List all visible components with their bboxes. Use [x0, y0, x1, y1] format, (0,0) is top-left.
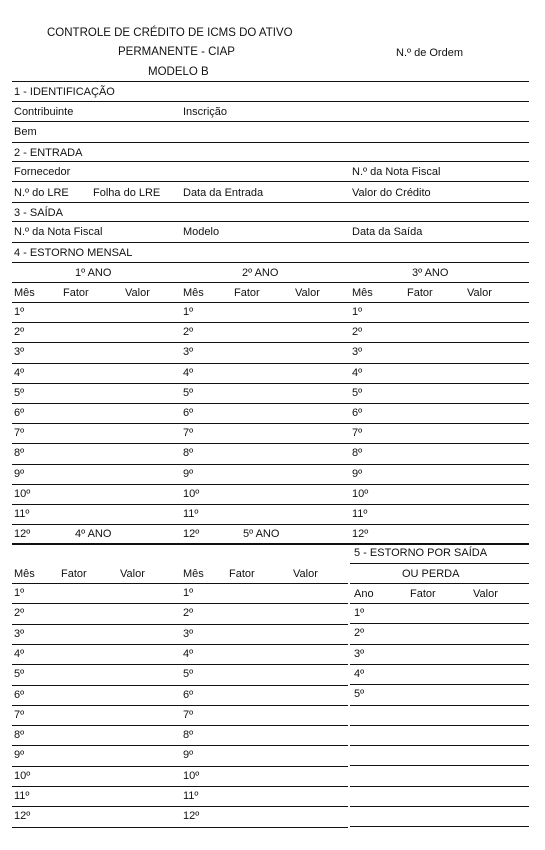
row-divider	[350, 725, 529, 726]
divider	[12, 282, 529, 283]
form-title-line1: CONTROLE DE CRÉDITO DE ICMS DO ATIVO	[47, 27, 293, 39]
divider	[12, 242, 529, 243]
month-label: 4º	[183, 648, 194, 660]
month-label: 3º	[352, 346, 363, 358]
modelo-label: Modelo	[183, 226, 220, 238]
year-label: 1º ANO	[75, 267, 112, 279]
folha-lre-label: Folha do LRE	[93, 187, 161, 199]
month-label: 11º	[14, 508, 30, 520]
month-label: 5º	[14, 387, 25, 399]
divider	[12, 262, 529, 263]
col-fator-header: Fator	[410, 588, 436, 600]
month-label: 8º	[352, 447, 363, 459]
contribuinte-label: Contribuinte	[14, 106, 74, 118]
month-label: 3º	[183, 628, 194, 640]
month-label: 4º	[352, 367, 363, 379]
month-label: 10º	[183, 770, 200, 782]
year-row-label: 4º	[354, 668, 365, 680]
month-label: 3º	[14, 346, 25, 358]
divider	[12, 161, 529, 162]
month-label: 5º	[14, 668, 25, 680]
month-label: 6º	[14, 689, 25, 701]
month-label: 10º	[14, 770, 31, 782]
month-label: 8º	[183, 447, 194, 459]
header-divider	[12, 583, 348, 584]
month-label: 11º	[14, 790, 30, 802]
lre-label: N.º do LRE	[14, 187, 69, 199]
entrada-nota-fiscal-label: N.º da Nota Fiscal	[352, 166, 441, 178]
row-divider	[350, 786, 529, 787]
row-divider	[12, 544, 529, 545]
col-ano-header: Ano	[354, 588, 374, 600]
month-label: 12º	[14, 810, 31, 822]
row-divider	[12, 664, 348, 665]
year-row-label: 3º	[354, 648, 365, 660]
month-label: 9º	[14, 749, 25, 761]
month-label: 7º	[183, 427, 194, 439]
row-divider	[12, 363, 529, 364]
col-fator-header: Fator	[407, 287, 433, 299]
col-mes-header: Mês	[14, 287, 35, 299]
row-divider	[12, 524, 529, 525]
inscricao-label: Inscrição	[183, 106, 228, 118]
col-valor-header: Valor	[120, 568, 145, 580]
month-label: 2º	[183, 607, 194, 619]
month-label: 3º	[14, 628, 25, 640]
divider	[12, 221, 529, 222]
col-valor-header: Valor	[473, 588, 498, 600]
divider	[12, 101, 529, 102]
row-divider	[12, 806, 348, 807]
month-label: 12º	[14, 528, 31, 540]
month-label: 7º	[14, 709, 25, 721]
month-label: 6º	[14, 407, 25, 419]
month-label: 10º	[352, 488, 369, 500]
header-divider	[350, 603, 529, 604]
month-label: 8º	[183, 729, 194, 741]
month-label: 11º	[352, 508, 368, 520]
month-label: 11º	[183, 508, 199, 520]
month-label: 1º	[183, 587, 194, 599]
month-label: 6º	[352, 407, 363, 419]
month-label: 8º	[14, 729, 25, 741]
bem-label: Bem	[14, 126, 37, 138]
month-label: 1º	[14, 587, 25, 599]
row-divider	[350, 806, 529, 807]
section-estorno-mensal-title: 4 - ESTORNO MENSAL	[14, 247, 133, 259]
divider	[350, 563, 529, 564]
header-divider	[12, 302, 529, 303]
form-title-line3: MODELO B	[148, 66, 209, 78]
month-label: 10º	[14, 488, 31, 500]
row-divider	[12, 383, 529, 384]
row-divider	[350, 745, 529, 746]
month-label: 1º	[352, 306, 363, 318]
row-divider	[12, 603, 348, 604]
month-label: 1º	[183, 306, 194, 318]
row-divider	[12, 443, 529, 444]
valor-credito-label: Valor do Crédito	[352, 187, 431, 199]
col-fator-header: Fator	[229, 568, 255, 580]
row-divider	[12, 745, 348, 746]
row-divider	[12, 423, 529, 424]
month-label: 5º	[352, 387, 363, 399]
year-row-label: 5º	[354, 688, 365, 700]
month-label: 12º	[183, 810, 200, 822]
month-label: 4º	[14, 367, 25, 379]
col-valor-header: Valor	[293, 568, 318, 580]
month-label: 7º	[352, 427, 363, 439]
month-label: 5º	[183, 387, 194, 399]
month-label: 9º	[183, 749, 194, 761]
month-label: 12º	[183, 528, 200, 540]
divider	[12, 142, 529, 143]
order-number-label: N.º de Ordem	[396, 47, 463, 59]
row-divider	[12, 484, 529, 485]
month-label: 12º	[352, 528, 369, 540]
section-identificacao-title: 1 - IDENTIFICAÇÃO	[14, 86, 115, 98]
divider	[350, 583, 529, 584]
row-divider	[350, 765, 529, 766]
saida-nota-fiscal-label: N.º da Nota Fiscal	[14, 226, 103, 238]
year-row-label: 2º	[354, 627, 365, 639]
month-label: 7º	[183, 709, 194, 721]
section-saida-title: 3 - SAÍDA	[14, 207, 63, 219]
month-label: 2º	[14, 607, 25, 619]
col-fator-header: Fator	[61, 568, 87, 580]
row-divider	[12, 786, 348, 787]
row-divider	[350, 664, 529, 665]
row-divider	[350, 644, 529, 645]
month-label: 11º	[183, 790, 199, 802]
row-divider	[350, 826, 529, 827]
row-divider	[350, 623, 529, 624]
section-estorno-saida-title: 5 - ESTORNO POR SAÍDA	[354, 547, 488, 559]
row-divider	[12, 685, 348, 686]
row-divider	[12, 464, 529, 465]
month-label: 5º	[183, 668, 194, 680]
month-label: 6º	[183, 407, 194, 419]
row-divider	[12, 644, 348, 645]
col-fator-header: Fator	[63, 287, 89, 299]
month-label: 3º	[183, 346, 194, 358]
row-divider	[12, 322, 529, 323]
col-valor-header: Valor	[295, 287, 320, 299]
row-divider	[12, 766, 348, 767]
row-divider	[350, 684, 529, 685]
year-label: 5º ANO	[243, 528, 280, 540]
month-label: 9º	[183, 468, 194, 480]
month-label: 9º	[14, 468, 25, 480]
fornecedor-label: Fornecedor	[14, 166, 71, 178]
month-label: 7º	[14, 427, 25, 439]
col-valor-header: Valor	[467, 287, 492, 299]
divider	[12, 202, 529, 203]
month-label: 4º	[14, 648, 25, 660]
month-label: 2º	[352, 326, 363, 338]
divider	[12, 121, 529, 122]
row-divider	[12, 624, 348, 625]
col-fator-header: Fator	[234, 287, 260, 299]
year-label: 2º ANO	[242, 267, 279, 279]
row-divider	[12, 342, 529, 343]
section-entrada-title: 2 - ENTRADA	[14, 147, 83, 159]
year-label: 3º ANO	[412, 267, 449, 279]
year-row-label: 1º	[354, 607, 365, 619]
row-divider	[12, 504, 529, 505]
col-valor-header: Valor	[125, 287, 150, 299]
divider	[12, 543, 529, 544]
row-divider	[350, 705, 529, 706]
month-label: 9º	[352, 468, 363, 480]
row-divider	[12, 725, 348, 726]
row-divider	[12, 827, 348, 828]
month-label: 4º	[183, 367, 194, 379]
divider	[12, 181, 529, 182]
row-divider	[12, 403, 529, 404]
row-divider	[12, 705, 348, 706]
data-saida-label: Data da Saída	[352, 226, 423, 238]
year-label: 4º ANO	[75, 528, 112, 540]
col-mes-header: Mês	[352, 287, 373, 299]
month-label: 10º	[183, 488, 200, 500]
month-label: 1º	[14, 306, 25, 318]
col-mes-header: Mês	[183, 568, 204, 580]
form-title-line2: PERMANENTE - CIAP	[118, 46, 235, 58]
month-label: 6º	[183, 689, 194, 701]
divider	[12, 81, 529, 82]
section-estorno-saida-subtitle: OU PERDA	[402, 568, 460, 580]
col-mes-header: Mês	[183, 287, 204, 299]
month-label: 8º	[14, 447, 25, 459]
data-entrada-label: Data da Entrada	[183, 187, 264, 199]
month-label: 2º	[183, 326, 194, 338]
month-label: 2º	[14, 326, 25, 338]
col-mes-header: Mês	[14, 568, 35, 580]
